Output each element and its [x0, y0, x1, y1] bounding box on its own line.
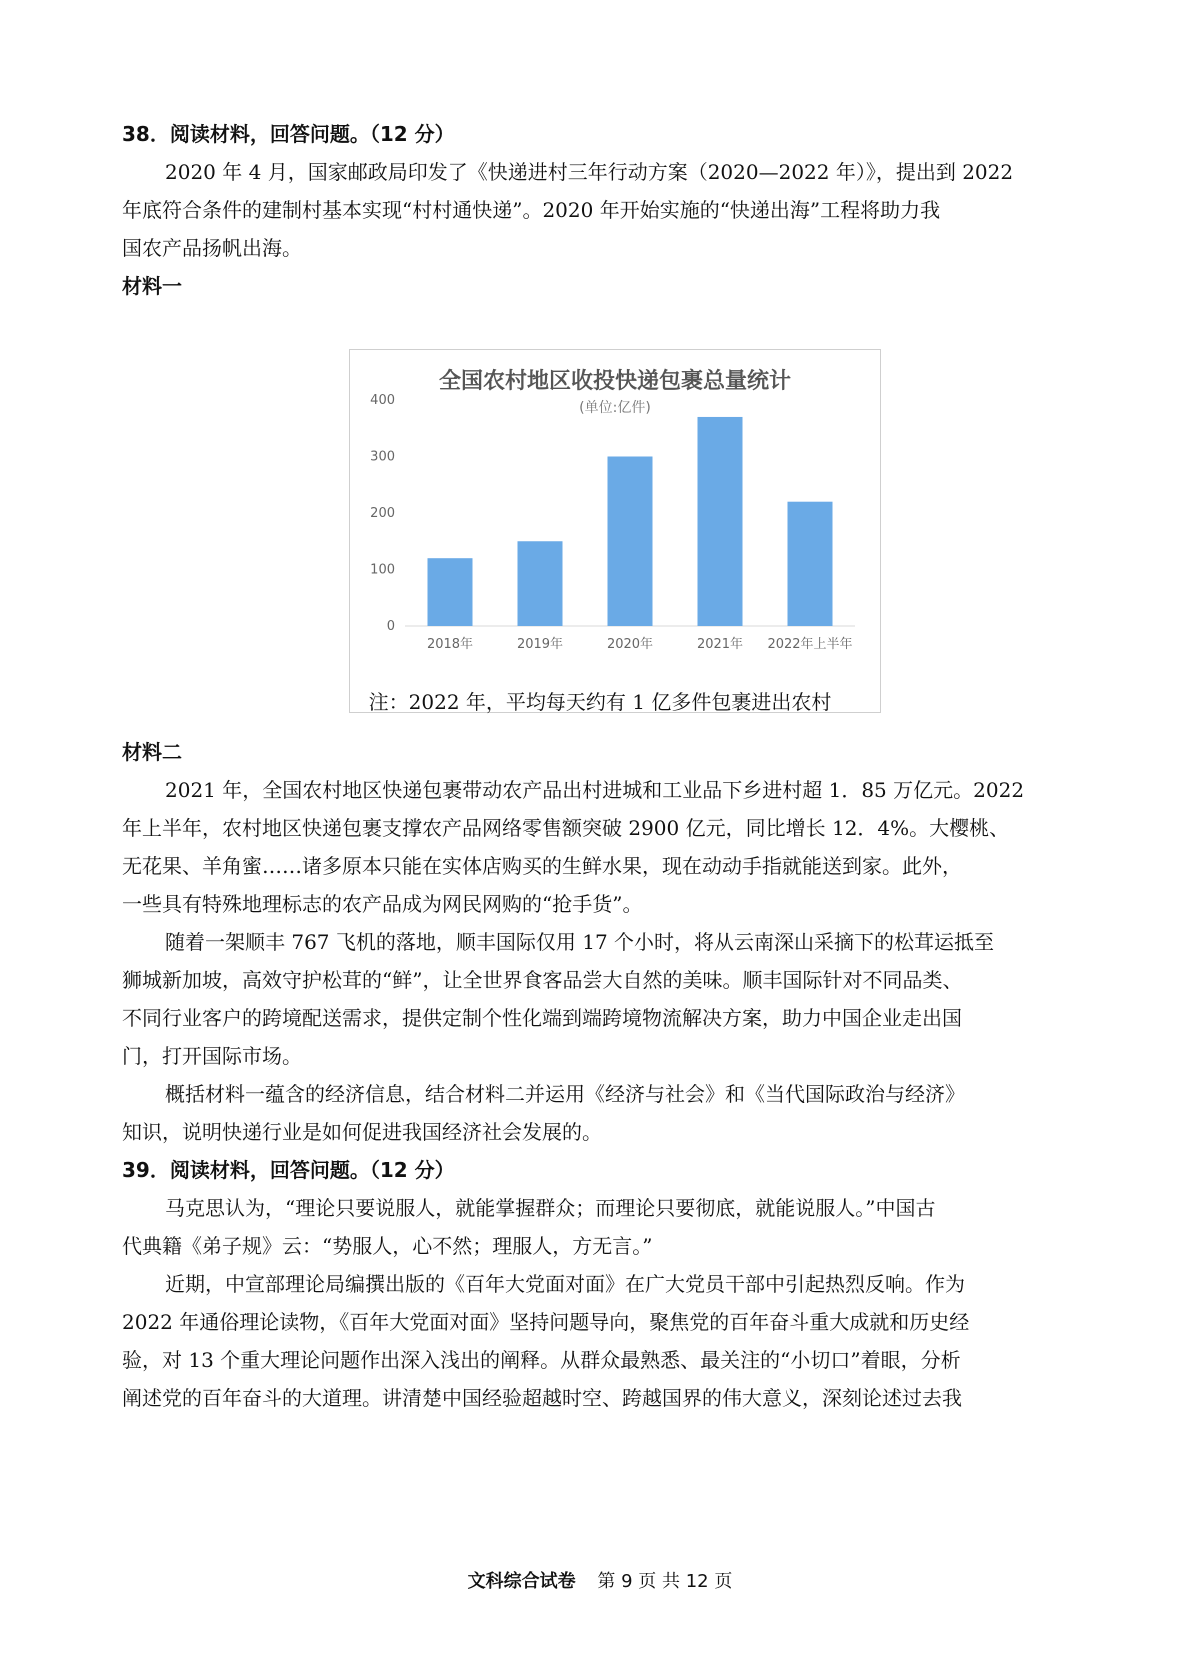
question-prompt-line: 概括材料一蕴含的经济信息，结合材料二并运用《经济与社会》和《当代国际政治与经济》: [165, 1082, 965, 1106]
y-tick-label: 200: [370, 506, 395, 521]
y-tick-label: 400: [370, 393, 395, 408]
question-38-title: 38．阅读材料，回答问题。（12 分）: [122, 122, 455, 146]
q38-intro-line: 年底符合条件的建制村基本实现“村村通快递”。2020 年开始实施的“快递出海”工程将助力我: [122, 198, 941, 222]
q39-line: 验，对 13 个重大理论问题作出深入浅出的阐释。从群众最熟悉、最关注的“小切口”着眼，分析: [122, 1348, 961, 1372]
bar: [698, 417, 743, 626]
q39-line: 马克思认为，“理论只要说服人，就能掌握群众；而理论只要彻底，就能说服人。”中国古: [165, 1196, 936, 1220]
q38-intro-line: 2020 年 4 月，国家邮政局印发了《快递进村三年行动方案（2020—2022 年）》，提出到 2022: [165, 160, 1014, 184]
question-39-title: 39．阅读材料，回答问题。（12 分）: [122, 1158, 455, 1182]
material-2-line: 随着一架顺丰 767 飞机的落地，顺丰国际仅用 17 个小时，将从云南深山采摘下的松茸运抵至: [165, 930, 995, 954]
chart-subtitle: (单位:亿件): [579, 400, 651, 416]
material-2-label: 材料二: [122, 740, 182, 764]
bar: [608, 457, 653, 627]
page-footer: [0, 1567, 1200, 1593]
material-2-line: 年上半年，农村地区快递包裹支撑农产品网络零售额突破 2900 亿元，同比增长 12．4%。大樱桃、: [122, 816, 1010, 840]
x-tick-label: 2022年上半年: [767, 637, 853, 652]
q38-intro-line: 国农产品扬帆出海。: [122, 236, 302, 260]
x-tick-label: 2018年: [426, 637, 474, 652]
material-2-line: 狮城新加坡，高效守护松茸的“鲜”，让全世界食客品尝大自然的美味。顺丰国际针对不同品类、: [122, 968, 963, 992]
bar-chart: [349, 349, 881, 713]
material-2-line: 门，打开国际市场。: [122, 1044, 302, 1068]
chart-svg: [350, 350, 880, 712]
material-2-line: 不同行业客户的跨境配送需求，提供定制个性化端到端跨境物流解决方案，助力中国企业走出国: [122, 1006, 962, 1030]
chart-title: 全国农村地区收投快递包裹总量统计: [438, 369, 792, 394]
q39-line: 2022 年通俗理论读物，《百年大党面对面》坚持问题导向，聚焦党的百年奋斗重大成就和历史经: [122, 1310, 970, 1334]
material-1-label: 材料一: [122, 274, 182, 298]
bar: [788, 502, 833, 626]
x-tick-label: 2021年: [696, 637, 744, 652]
chart-note: 注：2022 年，平均每天约有 1 亿多件包裹进出农村: [368, 690, 832, 714]
y-tick-label: 100: [370, 562, 395, 578]
material-2-line: 一些具有特殊地理标志的农产品成为网民网购的“抢手货”。: [122, 892, 643, 916]
material-2-line: 2021 年，全国农村地区快递包裹带动农产品出村进城和工业品下乡进村超 1．85 万亿元。2022: [165, 778, 1025, 802]
bar: [518, 541, 563, 626]
footer-page-number: 第 9 页 共 12 页: [597, 1571, 733, 1592]
x-tick-label: 2020年: [606, 637, 654, 652]
q39-line: 阐述党的百年奋斗的大道理。讲清楚中国经验超越时空、跨越国界的伟大意义，深刻论述过去我: [122, 1386, 962, 1410]
material-2-line: 无花果、羊角蜜……诸多原本只能在实体店购买的生鲜水果，现在动动手指就能送到家。此外，: [122, 854, 962, 878]
footer-title: 文科综合试卷: [467, 1571, 576, 1592]
q39-line: 近期，中宣部理论局编撰出版的《百年大党面对面》在广大党员干部中引起热烈反响。作为: [165, 1272, 965, 1296]
question-prompt-line: 知识，说明快递行业是如何促进我国经济社会发展的。: [122, 1120, 602, 1144]
x-tick-label: 2019年: [516, 637, 564, 652]
bar: [428, 558, 473, 626]
y-tick-label: 300: [370, 449, 395, 465]
y-tick-label: 0: [386, 619, 395, 634]
q39-line: 代典籍《弟子规》云：“势服人，心不然；理服人，方无言。”: [122, 1234, 653, 1258]
